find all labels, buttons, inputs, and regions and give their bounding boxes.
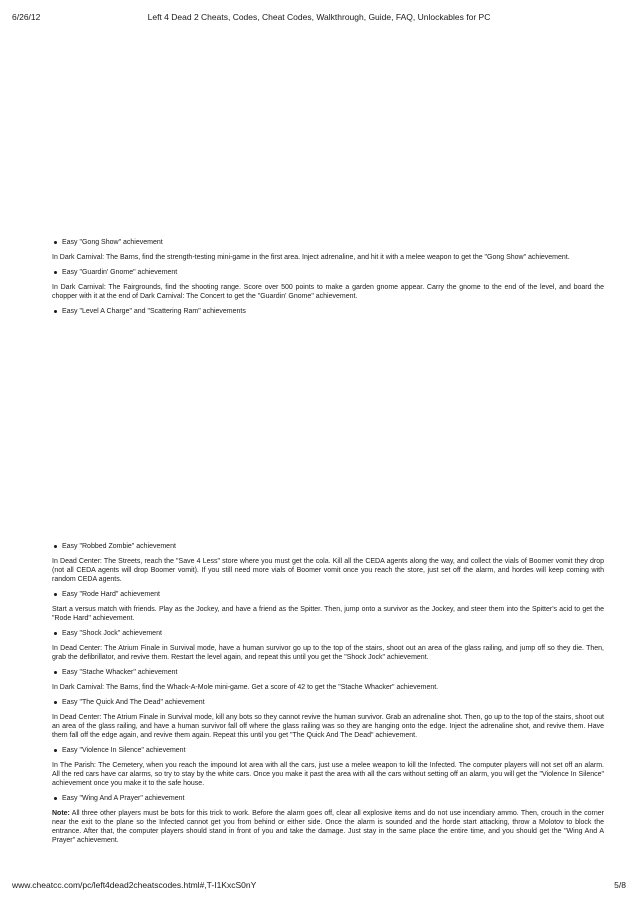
achievement-description: In Dead Center: The Atrium Finale in Survival mode, kill any bots so they cannot revive the human survivor. Grab an adrenaline shot. Then, go up to the top of the stairs, shoot out an area of the glass railing, and have a human survivor fall off where the glass railing was so they are hanging onto the edge. Inject the adrenaline shot, and revive them. Have them fall off the edge again, and revive them again. Repeat this until you get "The Quick And The Dead" achievement. — [52, 714, 604, 739]
achievement-bullet: Easy "Guardin' Gnome" achievement — [52, 268, 604, 277]
achievement-description: In Dark Carnival: The Fairgrounds, find the shooting range. Score over 500 points to make a garden gnome appear. Carry the gnome to the end of the level, and board the chopper with it at the end of Dark Carnival: The Concert to get the "Guardin' Gnome" achievement. — [52, 284, 604, 300]
achievement-bullet: Easy "Violence In Silence" achievement — [52, 746, 604, 755]
achievement-bullet: Easy "Robbed Zombie" achievement — [52, 542, 604, 551]
achievement-description: In Dark Carnival: The Barns, find the strength-testing mini-game in the first area. Inject adrenaline, and hit it with a melee weapon to get the "Gong Show" achievement. — [52, 254, 570, 261]
page-footer-url[interactable]: www.cheatcc.com/pc/left4dead2cheatscodes.html#,T-I1KxcS0nY — [12, 880, 257, 890]
achievement-description: Start a versus match with friends. Play as the Jockey, and have a friend as the Spitter. Then, jump onto a survivor as the Jockey, and steer them into the Spitter's acid to get the "Rode Hard" achievement. — [52, 606, 604, 622]
achievement-description: In Dark Carnival: The Barns, find the Whack-A-Mole mini-game. Get a score of 42 to get the "Stache Whacker" achievement. — [52, 684, 439, 691]
achievement-description — [52, 809, 604, 845]
section-more-achievements — [52, 542, 604, 851]
note-text: All three other players must be bots for this trick to work. Before the alarm goes off, clear all explosive items and do not use incendiary ammo. Then, crouch in the corner near the exit to the plane so the Infected cannot get you from behind or either side. Once the alarm is sounded and the horde start attacking, throw a Molotov to block the entrance. After that, the computer players should stand in front of you and take the damage. Just stay in the same place the entire time, and you should get the "Wing And A Prayer" achievement. — [52, 810, 604, 844]
section-carnival-achievements — [52, 238, 604, 316]
page-header-title: Left 4 Dead 2 Cheats, Codes, Cheat Codes, Walkthrough, Guide, FAQ, Unlockables for PC — [147, 12, 491, 22]
achievement-bullet: Easy "Level A Charge" and "Scattering Ram" achievements — [52, 307, 604, 316]
note-label: Note: — [52, 810, 70, 817]
achievement-bullet: Easy "Shock Jock" achievement — [52, 629, 604, 638]
achievement-description: In Dead Center: The Atrium Finale in Survival mode, have a human survivor go up to the top of the stairs, shoot out an area of the glass railing, and jump off so they die. Then, grab the defibrillator, and revive them. Restart the level again, and repeat this until you get the "Shock Jock" achievement. — [52, 645, 604, 661]
page-header-date: 6/26/12 — [12, 12, 41, 22]
achievement-description: In The Parish: The Cemetery, when you reach the impound lot area with all the cars, just use a melee weapon to kill the Infected. The computer players will not set off an alarm. All the red cars have car alarms, so try to stay by the white cars. Once you make it past the area with all the cars without setting off an alarm, you will get the "Violence In Silence" achievement once you make it to the safe house. — [52, 762, 604, 787]
achievement-bullet: Easy "Wing And A Prayer" achievement — [52, 794, 604, 803]
achievement-bullet: Easy "The Quick And The Dead" achievement — [52, 698, 604, 707]
achievement-description: In Dead Center: The Streets, reach the "Save 4 Less" store where you must get the cola. Kill all the CEDA agents along the way, and collect the vials of Boomer vomit they drop (not all CEDA agents will drop Boomer vomit). If you still need more vials of Boomer vomit once you reach the store, just set off the alarm, and hordes will keep coming with random CEDA agents. — [52, 558, 604, 583]
page-number: 5/8 — [614, 880, 626, 890]
achievement-bullet: Easy "Gong Show" achievement — [52, 238, 604, 247]
achievement-bullet: Easy "Rode Hard" achievement — [52, 590, 604, 599]
achievement-bullet: Easy "Stache Whacker" achievement — [52, 668, 604, 677]
